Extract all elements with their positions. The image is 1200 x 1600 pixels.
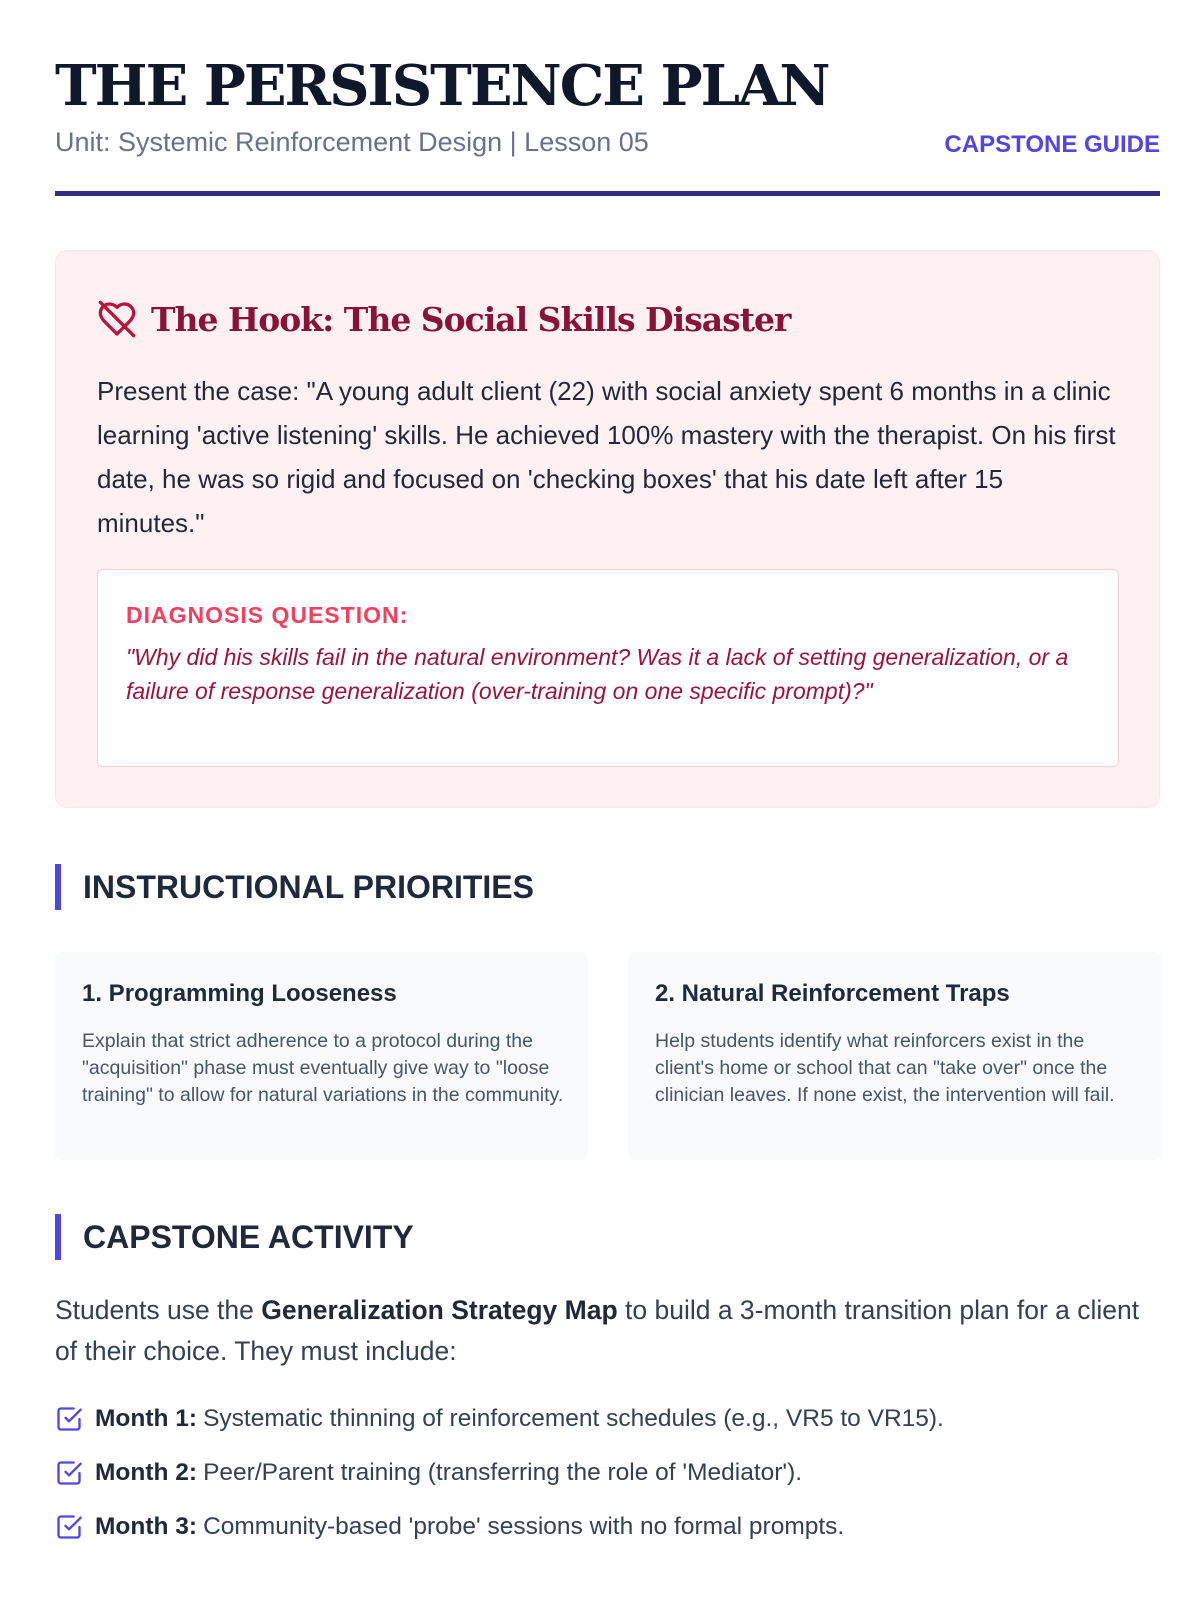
capstone-intro-start: Students use the: [55, 1295, 262, 1325]
diagnosis-label: DIAGNOSIS QUESTION:: [126, 602, 409, 628]
checkbox-checked-icon: [55, 1405, 83, 1433]
step-label: Month 2:: [95, 1459, 198, 1486]
priority-card-text: Help students identify what reinforcers exist in the client's home or school that can "take over" once the clinician leaves. If none exist, the intervention will fail.: [655, 1030, 1115, 1106]
capstone-guide-badge: CAPSTONE GUIDE: [944, 131, 1160, 158]
page-header: [55, 0, 1160, 196]
checkbox-checked-icon: [55, 1459, 83, 1487]
diagnosis-question: "Why did his skills fail in the natural environment? Was it a lack of setting generalization, or a failure of response generalization (over-training on one specific prompt)?": [126, 644, 1069, 704]
list-item: [55, 1446, 1160, 1500]
diagnosis-box: [97, 569, 1119, 767]
step-text: Peer/Parent training (transferring the role of 'Mediator').: [203, 1459, 803, 1486]
section-heading-capstone: CAPSTONE ACTIVITY: [55, 1214, 414, 1260]
section-heading-priorities: INSTRUCTIONAL PRIORITIES: [55, 864, 534, 910]
hook-card: [55, 250, 1160, 808]
step-label: Month 3:: [95, 1513, 198, 1540]
capstone-intro: [55, 1290, 1160, 1372]
priority-card-text: Explain that strict adherence to a protocol during the "acquisition" phase must eventually give way to "loose training" to allow for natural variations in the community.: [82, 1030, 564, 1106]
broken-heart-icon: [97, 299, 137, 339]
list-item: [55, 1392, 1160, 1446]
priority-card-title: 1. Programming Looseness: [82, 980, 397, 1007]
lesson-page: [55, 0, 1160, 1540]
hook-header: [97, 297, 790, 341]
list-item: [55, 1500, 1160, 1554]
priority-card: [628, 952, 1161, 1160]
strategy-map-name: Generalization Strategy Map: [261, 1295, 618, 1325]
priority-card: [55, 952, 588, 1160]
unit-subtitle: Unit: Systemic Reinforcement Design | Lesson 05: [55, 127, 649, 157]
hook-title: The Hook: The Social Skills Disaster: [151, 299, 791, 339]
step-label: Month 1:: [95, 1405, 198, 1432]
capstone-intro-end: to build a 3-month transition plan for a client of their choice. They must include:: [55, 1295, 1140, 1366]
checkbox-checked-icon: [55, 1513, 83, 1541]
hook-case-text: Present the case: "A young adult client (22) with social anxiety spent 6 months in a clinic learning 'active listening' skills. He achieved 100% mastery with the therapist. On his first date, he was so rigid and focused on 'checking boxes' that his date left after 15 minutes.": [97, 376, 1116, 538]
step-text: Community-based 'probe' sessions with no formal prompts.: [203, 1513, 845, 1540]
page-title: THE PERSISTENCE PLAN: [55, 53, 829, 119]
step-text: Systematic thinning of reinforcement schedules (e.g., VR5 to VR15).: [203, 1405, 944, 1432]
capstone-steps-list: [55, 1392, 1160, 1554]
priority-card-title: 2. Natural Reinforcement Traps: [655, 980, 1010, 1007]
